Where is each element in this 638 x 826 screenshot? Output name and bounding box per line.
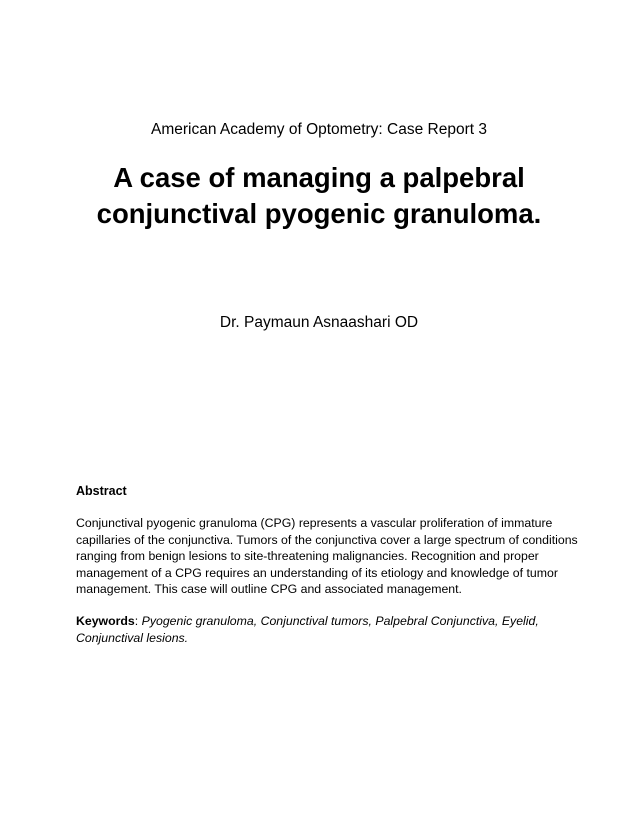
keywords-line-1 (76, 613, 556, 630)
keywords-separator: : (134, 614, 139, 628)
document-title (60, 160, 578, 232)
keywords-section (76, 613, 556, 646)
keywords-text: Pyogenic granuloma, Conjunctival tumors, Palpebral Conjunctiva, Eyelid, (141, 614, 539, 628)
title-line-1: A case of managing a palpebral (113, 162, 525, 193)
abstract-line: management. This case will outline CPG and associated management. (76, 582, 462, 597)
abstract-line: management of a CPG requires an understanding of its etiology and knowledge of tumor (76, 565, 558, 580)
keywords-line-2: Conjunctival lesions. (76, 630, 189, 645)
title-line-2: conjunctival pyogenic granuloma. (96, 198, 542, 229)
abstract-body (76, 515, 578, 598)
abstract-line: ranging from benign lesions to site-threatening malignancies. Recognition and proper (76, 549, 539, 564)
abstract-line: Conjunctival pyogenic granuloma (CPG) represents a vascular proliferation of immature (76, 516, 553, 530)
keywords-label: Keywords (76, 614, 135, 628)
report-series-line: American Academy of Optometry: Case Report 3 (151, 121, 487, 138)
abstract-line: capillaries of the conjunctiva. Tumors of the conjunctiva cover a large spectrum of conditions (76, 532, 578, 547)
author-name: Dr. Paymaun Asnaashari OD (219, 314, 419, 331)
abstract-heading: Abstract (76, 484, 127, 498)
